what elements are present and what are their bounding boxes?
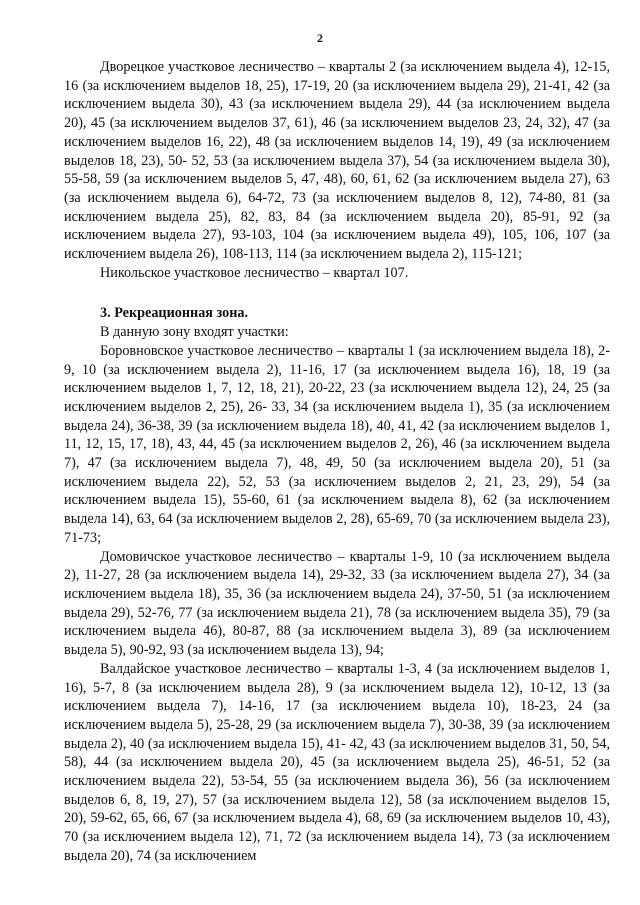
paragraph-nikolskoe: Никольское участковое лесничество – квартал 107. <box>100 264 409 281</box>
paragraph-dvoretskoe: Дворецкое участковое лесничество – кварталы 2 (за исключением выдела 4), 12-15, 16 (за исключением выделов 18, 25), 17-19, 20 (за исключением выдела 29), 21-41, 42 (за исключением выдела 30), 43 (за исключением выдела 29), 44 (за исключением выдела 20), 45 (за исключением выделов 37, 61), 46 (за исключением выделов 23, 24, 32), 47 (за исключением выделов 16, 22), 48 (за исключением выделов 14, 19), 49 (за исключением выделов 18, 23), 50- 52, 53 (за исключением выдела 37), 54 (за исключением выдела 30), 55-58, 59 (за исключением выделов 5, 47, 48), 60, 61, 62 (за исключением выдела 27), 63 (за исключением выдела 6), 64-72, 73 (за исключением выделов 8, 12), 74-80, 81 (за исключением выдела 25), 82, 83, 84 (за исключением выдела 20), 85-91, 92 (за исключением выдела 27), 93-103, 104 (за исключением выдела 49), 105, 106, 107 (за исключением выдела 26), 108-113, 114 (за исключением выдела 2), 115-121; <box>64 59 610 263</box>
section-heading: 3. Рекреационная зона. <box>100 305 249 322</box>
paragraph-borovnovskoe: Боровновское участковое лесничество – кварталы 1 (за исключением выдела 18), 2-9, 10 (за исключением выдела 2), 11-16, 17 (за исключением выдела 16), 18, 19 (за исключением выделов 1, 7, 12, 18, 21), 20-22, 23 (за исключением выдела 12), 24, 25 (за исключением выделов 2, 25), 26- 33, 34 (за исключением выдела 1), 35 (за исключением выдела 24), 36-38, 39 (за исключением выдела 18), 40, 41, 42 (за исключением выделов 1, 11, 12, 15, 17, 18), 43, 44, 45 (за исключением выделов 2, 26), 46 (за исключением выдела 7), 47 (за исключением выдела 7), 48, 49, 50 (за исключением выдела 20), 51 (за исключением выдела 22), 52, 53 (за исключением выделов 2, 21, 23, 29), 54 (за исключением выдела 15), 55-60, 61 (за исключением выдела 8), 62 (за исключением выдела 14), 63, 64 (за исключением выделов 2, 28), 65-69, 70 (за исключением выдела 23), 71-73; <box>64 342 610 546</box>
page-number: 2 <box>317 31 323 45</box>
section-intro: В данную зону входят участки: <box>100 324 289 341</box>
paragraph-valdaiskoe: Валдайское участковое лесничество – кварталы 1-3, 4 (за исключением выделов 1, 16), 5-7, 8 (за исключением выдела 28), 9 (за исключением выдела 12), 10-12, 13 (за исключением выдела 7), 14-16, 17 (за исключением выдела 10), 18-23, 24 (за исключением выдела 5), 25-28, 29 (за исключением выдела 7), 30-38, 39 (за исключением выдела 2), 40 (за исключением выдела 15), 41- 42, 43 (за исключением выделов 31, 50, 54, 58), 44 (за исключением выдела 20), 45 (за исключением выдела 25), 46-51, 52 (за исключением выдела 22), 53-54, 55 (за исключением выдела 36), 56 (за исключением выделов 6, 8, 19, 27), 57 (за исключением выдела 12), 58 (за исключением выделов 15, 20), 59-62, 65, 66, 67 (за исключением выдела 4), 68, 69 (за исключением выделов 10, 43), 70 (за исключением выдела 12), 71, 72 (за исключением выдела 14), 73 (за исключением выдела 20), 74 (за исключением <box>64 660 610 864</box>
document-body <box>64 58 610 866</box>
paragraph-domovichskoe: Домовичское участковое лесничество – кварталы 1-9, 10 (за исключением выдела 2), 11-27, 28 (за исключением выдела 14), 29-32, 33 (за исключением выдела 27), 34 (за исключением выдела 18), 35, 36 (за исключением выдела 24), 37-50, 51 (за исключением выдела 29), 52-76, 77 (за исключением выдела 21), 78 (за исключением выдела 35), 79 (за исключением выдела 46), 80-87, 88 (за исключением выдела 3), 89 (за исключением выдела 5), 90-92, 93 (за исключением выдела 13), 94; <box>64 548 610 659</box>
